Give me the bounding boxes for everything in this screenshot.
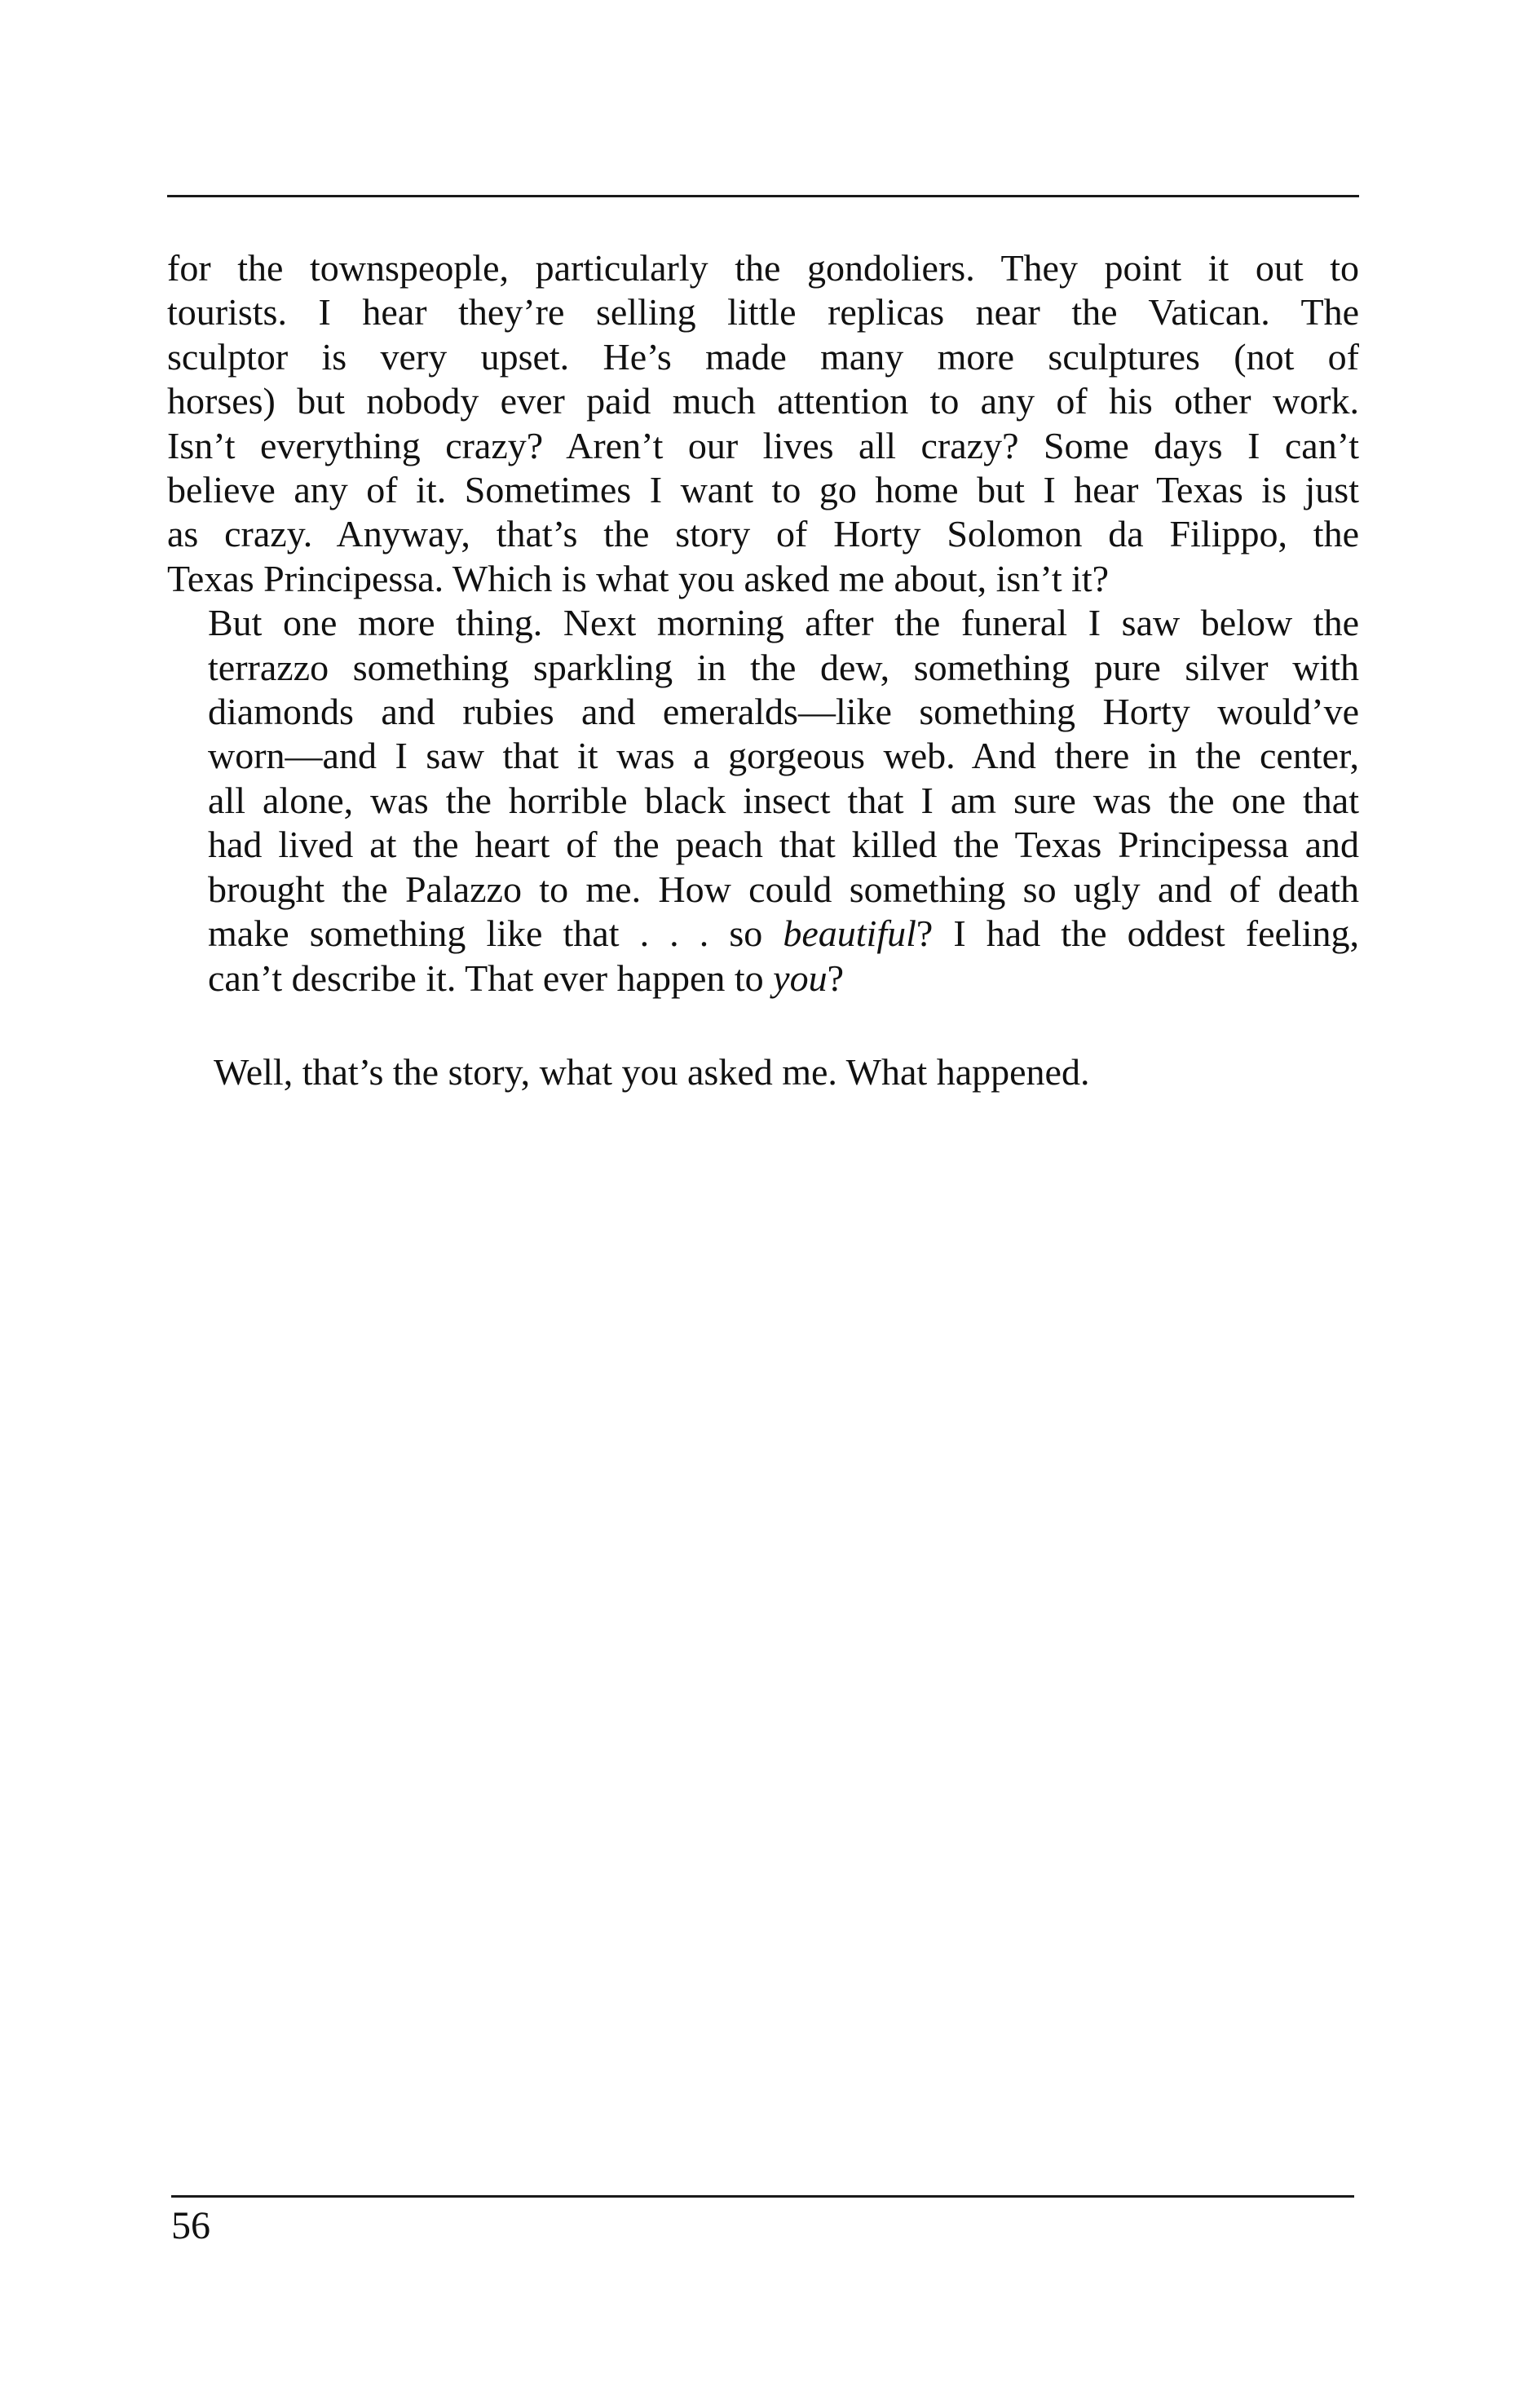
text-line: all alone, was the horrible black insect that I am sure was the one that — [208, 779, 1359, 821]
paragraph-2 — [167, 601, 1359, 1001]
text-line: believe any of it. Sometimes I want to go home but I hear Texas is just — [167, 469, 1359, 511]
bottom-rule — [171, 2195, 1354, 2198]
body-text — [167, 246, 1359, 1001]
text-line: as crazy. Anyway, that’s the story of Horty Solomon da Filippo, the — [167, 513, 1359, 555]
page-number: 56 — [171, 2204, 210, 2247]
text-fragment: make something like that . . . so — [208, 912, 783, 955]
text-fragment: ? — [827, 957, 844, 999]
text-line: Texas Principessa. Which is what you asked me about, isn’t it? — [167, 557, 1110, 599]
text-line: tourists. I hear they’re selling little replicas near the Vatican. The — [167, 291, 1359, 334]
text-line: brought the Palazzo to me. How could something so ugly and of death — [208, 868, 1359, 910]
text-line: worn—and I saw that it was a gorgeous web. And there in the center, — [208, 735, 1359, 777]
text-line: But one more thing. Next morning after the funeral I saw below the — [208, 602, 1359, 644]
text-line — [167, 912, 1359, 956]
text-fragment: can’t describe it. That ever happen to — [208, 957, 774, 999]
text-line: horses) but nobody ever paid much attention to any of his other work. — [167, 380, 1359, 422]
text-line: terrazzo something sparkling in the dew, something pure silver with — [208, 646, 1359, 688]
text-line: had lived at the heart of the peach that killed the Texas Principessa and — [208, 824, 1359, 866]
text-line: for the townspeople, particularly the gondoliers. They point it out to — [167, 247, 1359, 289]
text-line: sculptor is very upset. He’s made many more sculptures (not of — [167, 335, 1359, 378]
text-line — [167, 957, 1359, 1001]
paragraph-1 — [167, 246, 1359, 601]
italic-word: beautiful — [783, 912, 916, 955]
text-line: diamonds and rubies and emeralds—like something Horty would’ve — [208, 691, 1359, 733]
italic-word: you — [773, 957, 828, 999]
text-line: Isn’t everything crazy? Aren’t our lives all crazy? Some days I can’t — [167, 424, 1359, 466]
text-fragment: ? I had the oddest feeling, — [916, 912, 1359, 955]
top-rule — [167, 195, 1359, 197]
closing-line: Well, that’s the story, what you asked me. What happened. — [214, 1051, 1090, 1093]
